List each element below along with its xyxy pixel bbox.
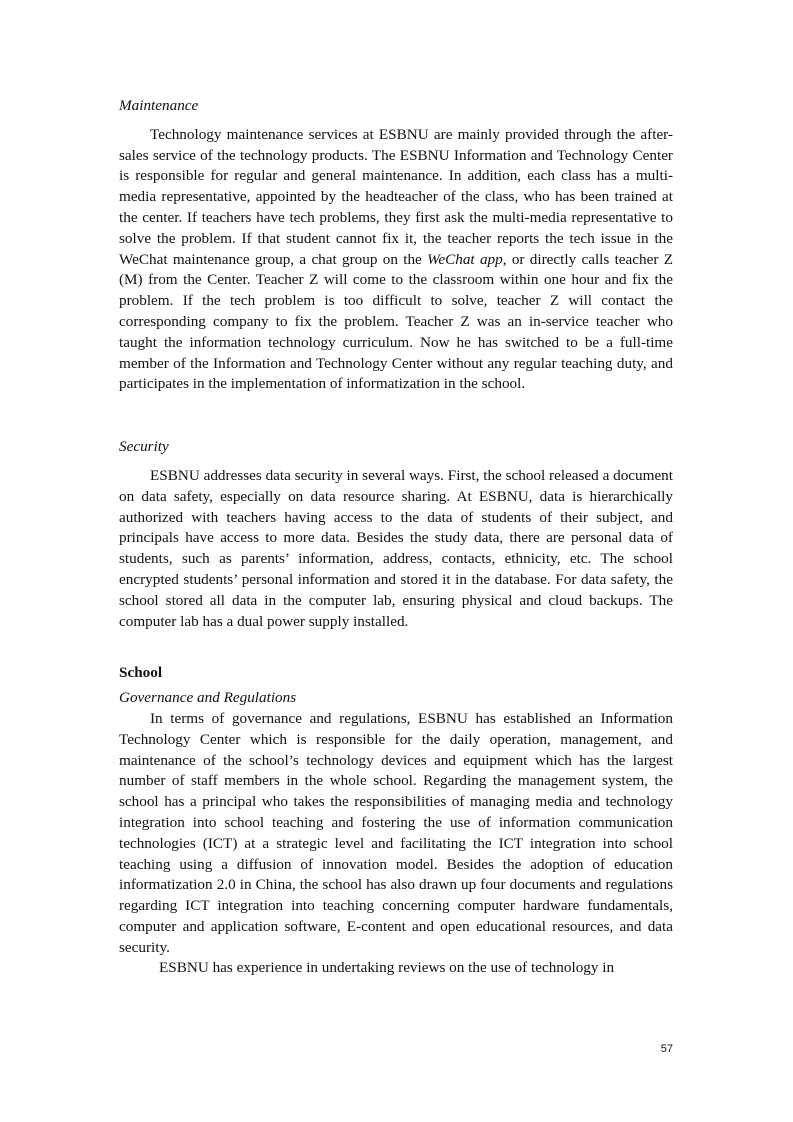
maintenance-paragraph [119, 125, 673, 395]
governance-subheading: Governance and Regulations [119, 689, 297, 707]
page-number: 57 [660, 1043, 673, 1055]
governance-paragraph: In terms of governance and regulations, ESBNU has established an Information Technology Center which is responsible for the daily operation, management, and maintenance of the school’s technology devices and equipment which has the largest number of staff members in the whole school. Regarding the management system, the school has a principal who takes the responsibilities of managing media and technology integration into school teaching and fostering the use of information communication technologies (ICT) at a strategic level and facilitating the ICT integration into school teaching using a diffusion of innovation model. Besides the adoption of education informatization 2.0 in China, the school has also drawn up four documents and regulations regarding ICT integration into teaching concerning computer hardware fundamentals, computer and application software, E-content and open educational resources, and data security. [119, 709, 673, 956]
maintenance-text-b: , or directly calls teacher Z (M) from the Center. Teacher Z will come to the classroom within one hour and fix the problem. If the tech problem is too difficult to solve, teacher Z will contact the corresponding company to fix the problem. Teacher Z was an in-service teacher who taught the information technology curriculum. Now he has switched to be a full-time member of the Information and Technology Center without any regular teaching duty, and participates in the implementation of informatization in the school. [119, 250, 673, 393]
spacer [119, 632, 673, 663]
spacer [119, 395, 673, 437]
wechat-app-term: WeChat app [427, 250, 503, 268]
maintenance-text-a: Technology maintenance services at ESBNU are mainly provided through the after-sales service of the technology products. The ESBNU Information and Technology Center is responsible for regular and general maintenance. In addition, each class has a multi-media representative, appointed by the headteacher of the class, who has been trained at the center. If teachers have tech problems, they first ask the multi-media representative to solve the problem. If that student cannot fix it, the teacher reports the tech issue in the WeChat maintenance group, a chat group on the [119, 125, 673, 268]
school-heading: School [119, 664, 163, 682]
security-paragraph: ESBNU addresses data security in several ways. First, the school released a document on data safety, especially on data resource sharing. At ESBNU, data is hierarchically authorized with teachers having access to the data of students of their subject, and principals have access to more data. Besides the study data, there are personal data of students, such as parents’ information, address, contacts, ethnicity, etc. The school encrypted students’ personal information and stored it in the database. For data safety, the school stored all data in the computer lab, ensuring physical and cloud backups. The computer lab has a dual power supply installed. [119, 466, 673, 630]
maintenance-heading: Maintenance [119, 97, 199, 114]
security-heading: Security [119, 438, 169, 456]
document-page [119, 96, 673, 979]
review-paragraph: ESBNU has experience in undertaking reviews on the use of technology in [159, 959, 615, 977]
